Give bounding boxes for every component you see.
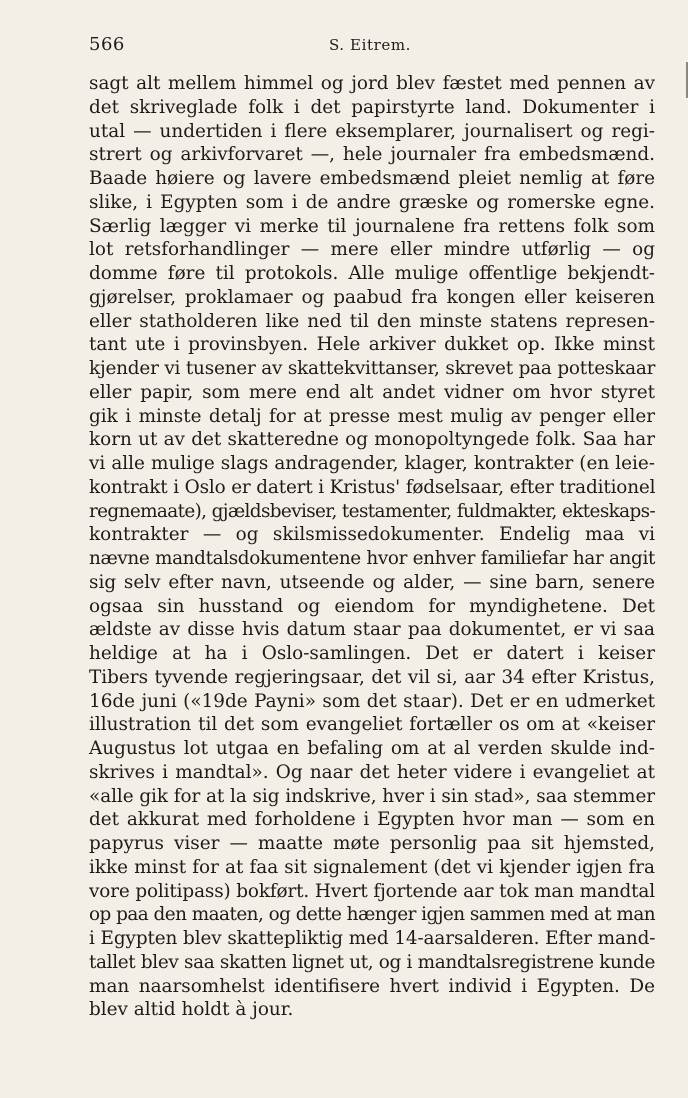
text-line: eller statholderen like ned til den minste statens represen- — [89, 310, 655, 332]
running-head: S. Eitrem. — [328, 36, 412, 54]
text-line: vi alle mulige slags andragender, klager, kontrakter (en leie- — [89, 453, 655, 474]
text-line: kontrakt i Oslo er datert i Kristus' fødselsaar, efter traditionel — [89, 476, 656, 498]
text-line: kjender vi tusener av skattekvittanser, skrevet paa potteskaar — [89, 358, 656, 379]
text-line: det akkurat med forholdene i Egypten hvor man — som en — [89, 809, 655, 831]
text-line: tallet blev saa skatten lignet ut, og i mandtalsregistrene kunde — [89, 951, 655, 973]
text-line: Baade høiere og lavere embedsmænd pleiet nemlig at føre — [89, 168, 655, 189]
text-line: blev altid holdt à jour. — [89, 999, 294, 1021]
text-line: heldige at ha i Oslo-samlingen. Det er datert i keiser — [89, 643, 655, 664]
text-line: ogsaa sin husstand og eiendom for myndighetene. Det — [89, 595, 655, 617]
text-line: skrives i mandtal». Og naar det heter videre i evangeliet at — [89, 761, 655, 783]
text-line: domme føre til protokols. Alle mulige offentlige bekjendt- — [89, 263, 655, 284]
text-line: Augustus lot utgaa en befaling om at al verden skulde ind- — [89, 738, 655, 759]
text-line: 16de juni («19de Payni» som det staar). Det er en udmerket — [89, 690, 655, 712]
page-number: 566 — [89, 34, 125, 55]
body-text — [89, 72, 655, 1022]
text-line: strert og arkivforvaret —, hele journaler fra embedsmænd. — [89, 144, 655, 166]
text-line: utal — undertiden i flere eksemplarer, journalisert og regi- — [89, 120, 655, 142]
text-line: op paa den maaten, og dette hænger igjen sammen med at man — [89, 904, 656, 926]
text-line: «alle gik for at la sig indskrive, hver i sin stad», saa stemmer — [89, 785, 655, 807]
text-line: sagt alt mellem himmel og jord blev fæstet med pennen av — [89, 73, 655, 94]
text-line: ældste av disse hvis datum staar paa dokumentet, er vi saa — [89, 619, 655, 641]
text-line: slike, i Egypten som i de andre græske og romerske egne. — [89, 191, 655, 213]
text-line: gik i minste detalj for at presse mest mulig av penger eller — [89, 405, 655, 427]
text-line: man naarsomhelst identifisere hvert individ i Egypten. De — [89, 975, 655, 997]
text-line: i Egypten blev skattepliktig med 14-aarsalderen. Efter mand- — [89, 928, 656, 949]
text-line: korn ut av det skatteredne og monopoltyngede folk. Saa har — [89, 429, 655, 451]
text-line: det skriveglade folk i det papirstyrte land. Dokumenter i — [89, 96, 655, 118]
text-line: nævne mandtalsdokumentene hvor enhver familiefar har angit — [89, 548, 655, 569]
text-line: gjørelser, proklamaer og paabud fra kongen eller keiseren — [89, 286, 655, 308]
text-line: vore politipass) bokført. Hvert fjortende aar tok man mandtal — [89, 880, 655, 902]
text-line: sig selv efter navn, utseende og alder, — sine barn, senere — [89, 571, 655, 593]
text-line: tant ute i provinsbyen. Hele arkiver dukket op. Ikke minst — [89, 334, 655, 356]
text-line: lot retsforhandlinger — mere eller mindre utførlig — og — [89, 239, 655, 261]
text-line: eller papir, som mere end alt andet vidner om hvor styret — [89, 381, 655, 403]
text-line: illustration til det som evangeliet fortæller os om at «keiser — [89, 714, 655, 736]
text-line: Særlig lægger vi merke til journalene fra rettens folk som — [89, 215, 655, 237]
text-line: papyrus viser — maatte møte personlig paa sit hjemsted, — [89, 833, 655, 854]
text-line: ikke minst for at faa sit signalement (det vi kjender igjen fra — [89, 856, 655, 878]
text-line: regnemaate), gjældsbeviser, testamenter, fuldmakter, ekteskaps- — [89, 500, 656, 522]
text-line: Tibers tyvende regjeringsaar, det vil si, aar 34 efter Kristus, — [89, 666, 655, 688]
text-line: kontrakter — og skilsmissedokumenter. Endelig maa vi — [89, 524, 655, 546]
